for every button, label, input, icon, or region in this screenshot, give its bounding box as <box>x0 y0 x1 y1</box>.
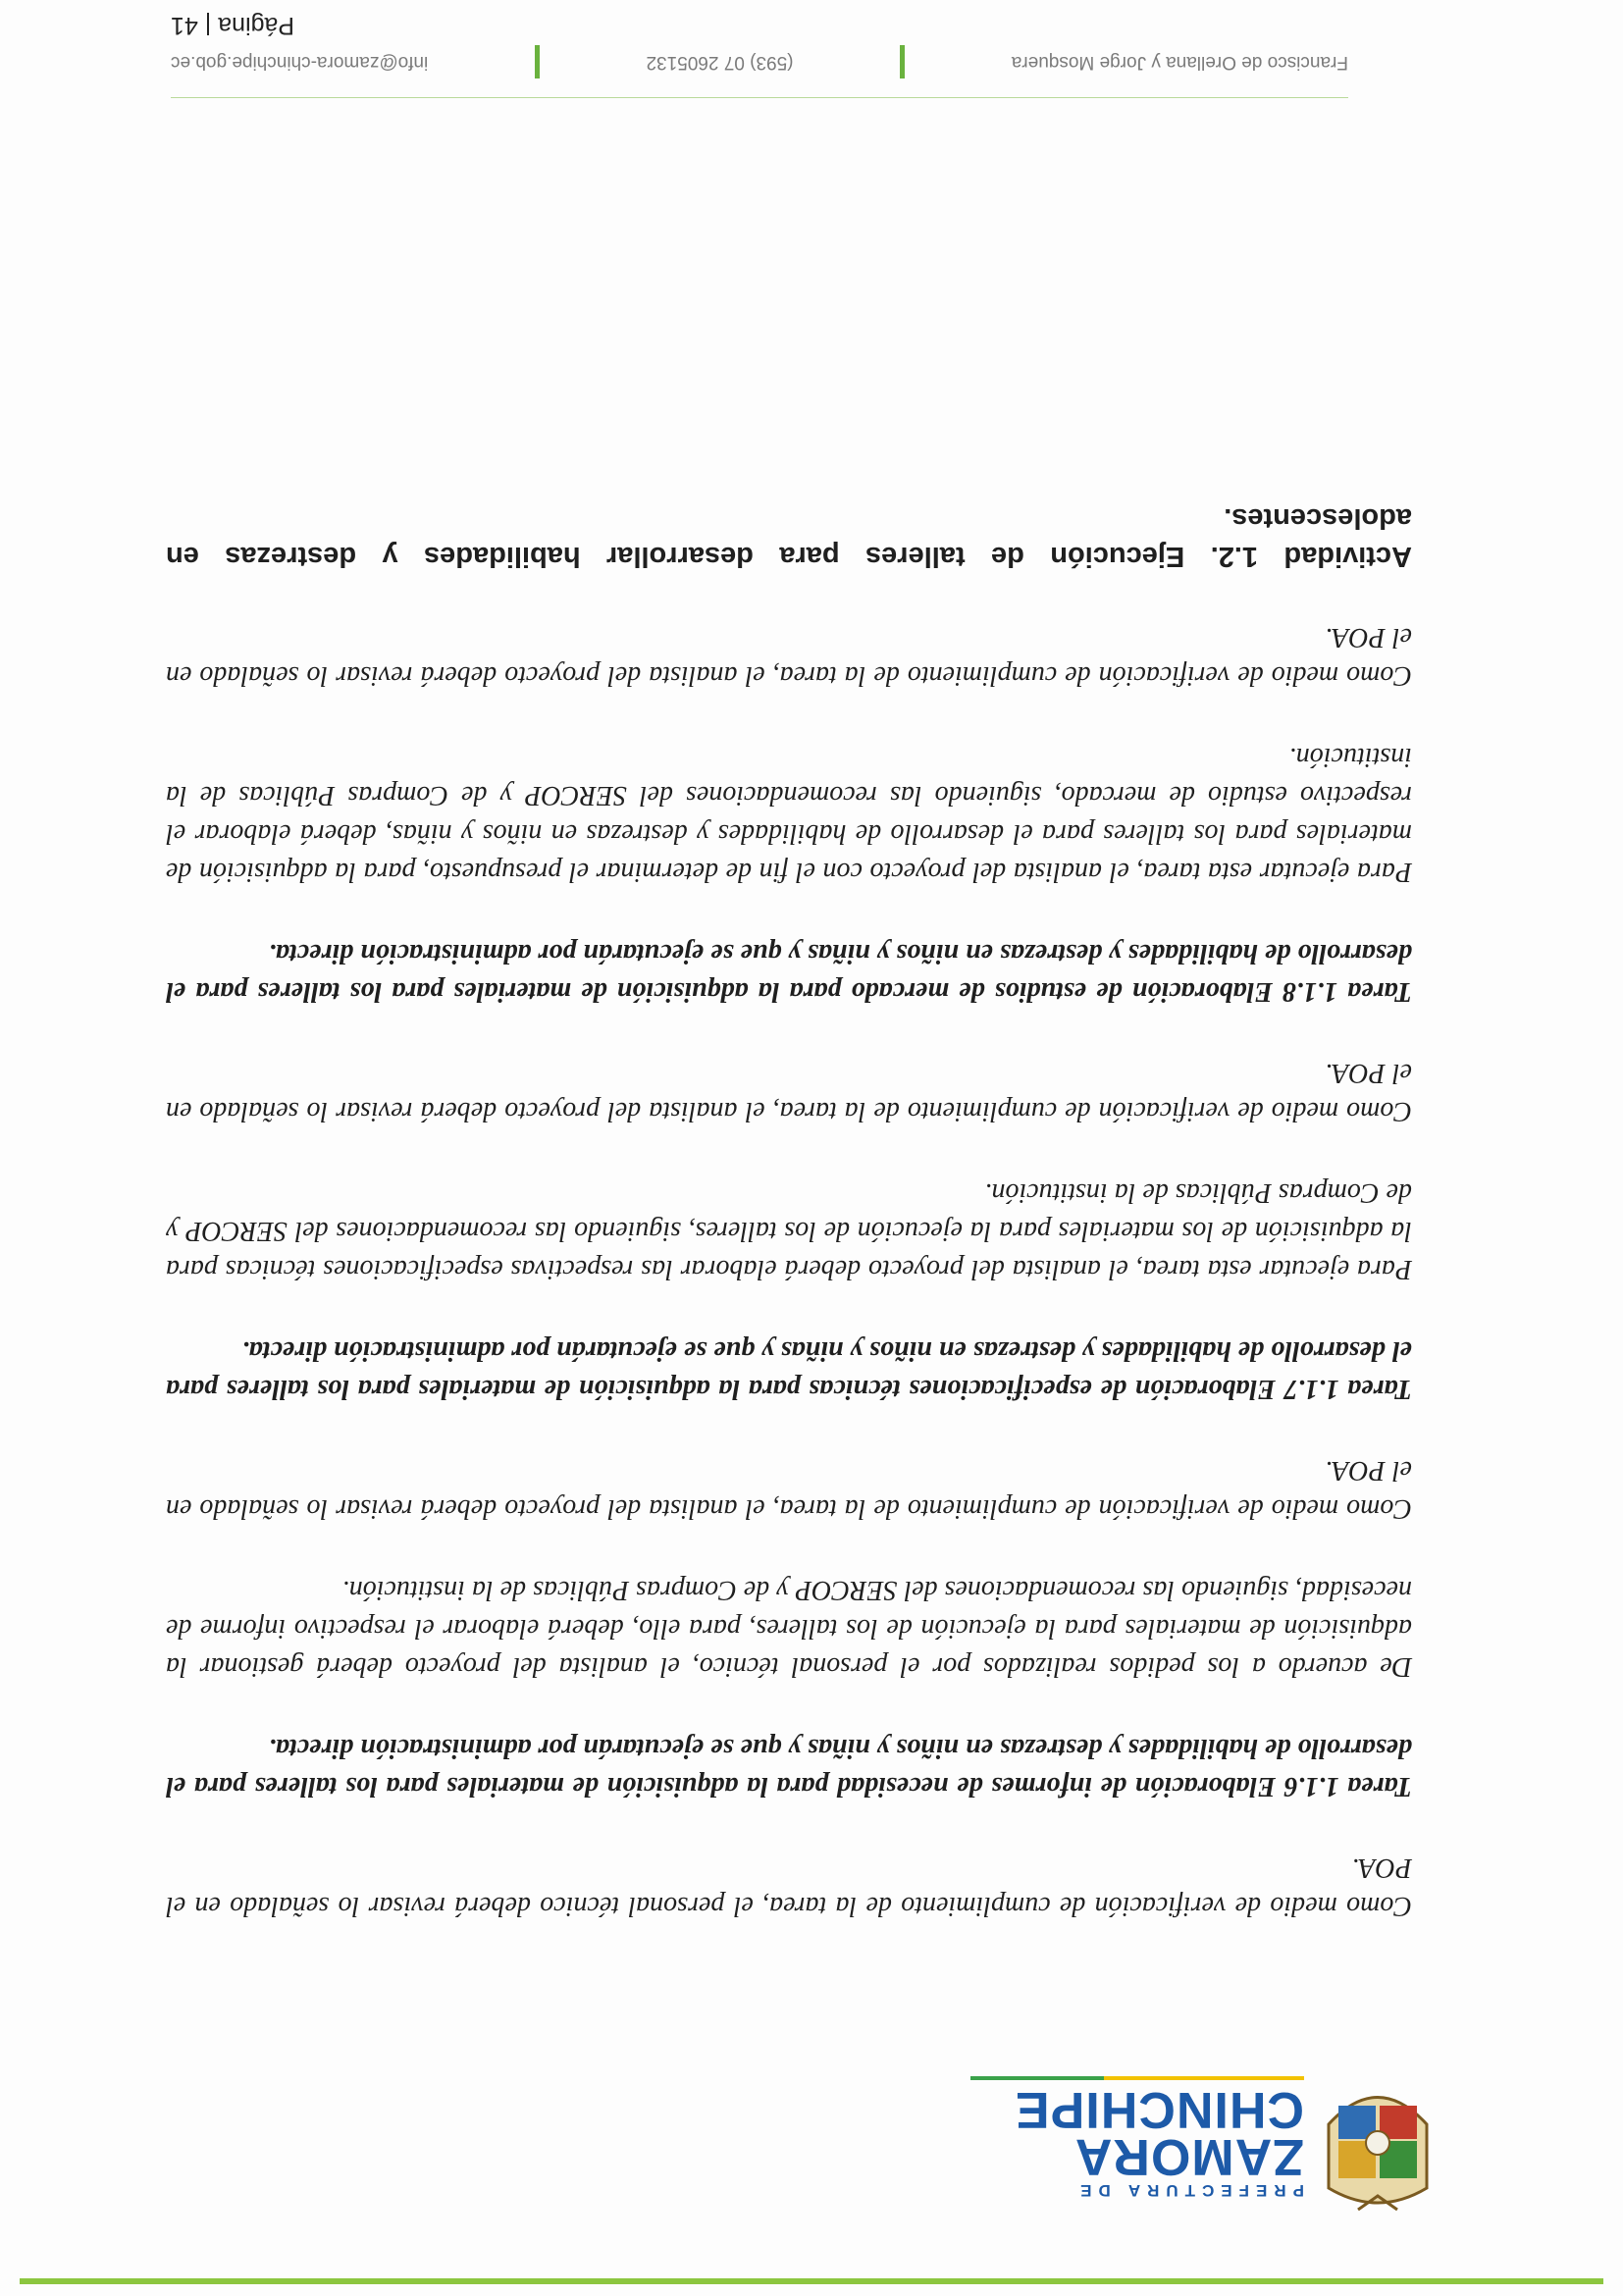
footer-phone: (593) 07 2605132 <box>646 52 794 73</box>
brand-line2: CHINCHIPE <box>1014 2081 1304 2138</box>
paragraph: Como medio de verificación de cumplimiento de la tarea, el analista del proyecto deberá revisar lo señalado en el POA. <box>166 1058 1412 1126</box>
paragraph: Como medio de verificación de cumplimiento de la tarea, el analista del proyecto deberá revisar lo señalado en el POA. <box>166 622 1412 691</box>
prefectura-logo <box>926 2070 1437 2218</box>
footer-rule <box>171 97 1348 98</box>
document-body <box>166 455 1412 1925</box>
task-heading-1-1-6: Tarea 1.1.6 Elaboración de informes de necesidad para la adquisición de materiales para los talleres para el desarrollo de habilidades y destrezas en niños y niñas y que se ejecutarán por administración directa. <box>166 1733 1412 1801</box>
footer-address: Francisco de Orellana y Jorge Mosquera <box>1011 52 1348 73</box>
task-heading-1-1-7: Tarea 1.1.7 Elaboración de especificaciones técnicas para la adquisición de materiales para los talleres para el desarrollo de habilidades y destrezas en niños y niñas y que se ejecutarán por administración directa. <box>166 1335 1412 1404</box>
paragraph: Para ejecutar esta tarea, el analista del proyecto deberá elaborar las respectivas especificaciones técnicas para la adquisición de los materiales para la ejecución de los talleres, siguiendo las recomendaciones del SERCOP y de Compras Públicas de la institución. <box>166 1177 1412 1284</box>
footer-separator <box>900 45 905 78</box>
footer-contact-row <box>171 47 1348 77</box>
paragraph: Como medio de verificación de cumplimiento de la tarea, el analista del proyecto deberá revisar lo señalado en el POA. <box>166 1455 1412 1524</box>
paragraph: De acuerdo a los pedidos realizados por el personal técnico, el analista del proyecto deberá gestionar la adquisición de materiales para la ejecución de los talleres, para ello, deberá elaborar el respectivo informe de necesidad, siguiendo las recomendaciones del SERCOP y de Compras Públicas de la institución. <box>166 1575 1412 1682</box>
activity-heading-1-2: Actividad 1.2. Ejecución de talleres para desarrollar habilidades y destrezas en adolescentes. <box>166 502 1412 572</box>
coat-of-arms-icon <box>1319 2070 1437 2218</box>
paragraph: Para ejecutar esta tarea, el analista del proyecto con el fin de determinar el presupuesto, para la adquisición de materiales para los talleres para el desarrollo de habilidades y destrezas en niños y niñas, deberá elaborar el respectivo estudio de mercado, siguiendo las recomendaciones del SERCOP y de Compras Públicas de la institución. <box>166 742 1412 887</box>
brand-line1: ZAMORA <box>1073 2128 1304 2185</box>
footer-email[interactable]: info@zamora-chinchipe.gob.ec <box>171 52 429 73</box>
brand-text <box>970 2076 1304 2200</box>
brand-underline <box>970 2076 1304 2080</box>
footer-separator <box>535 45 540 78</box>
top-green-rule <box>20 2278 1603 2284</box>
brand-prefix: PREFECTURA DE <box>1073 2181 1304 2200</box>
task-heading-1-1-8: Tarea 1.1.8 Elaboración de estudios de mercado para la adquisición de materiales para los talleres para el desarrollo de habilidades y destrezas en niños y niñas y que se ejecutarán por administración directa. <box>166 938 1412 1007</box>
page-number: Página | 41 <box>171 12 295 39</box>
paragraph: Como medio de verificación de cumplimiento de la tarea, el personal técnico deberá revisar lo señalado en el POA. <box>166 1852 1412 1921</box>
page-footer <box>171 10 1348 98</box>
